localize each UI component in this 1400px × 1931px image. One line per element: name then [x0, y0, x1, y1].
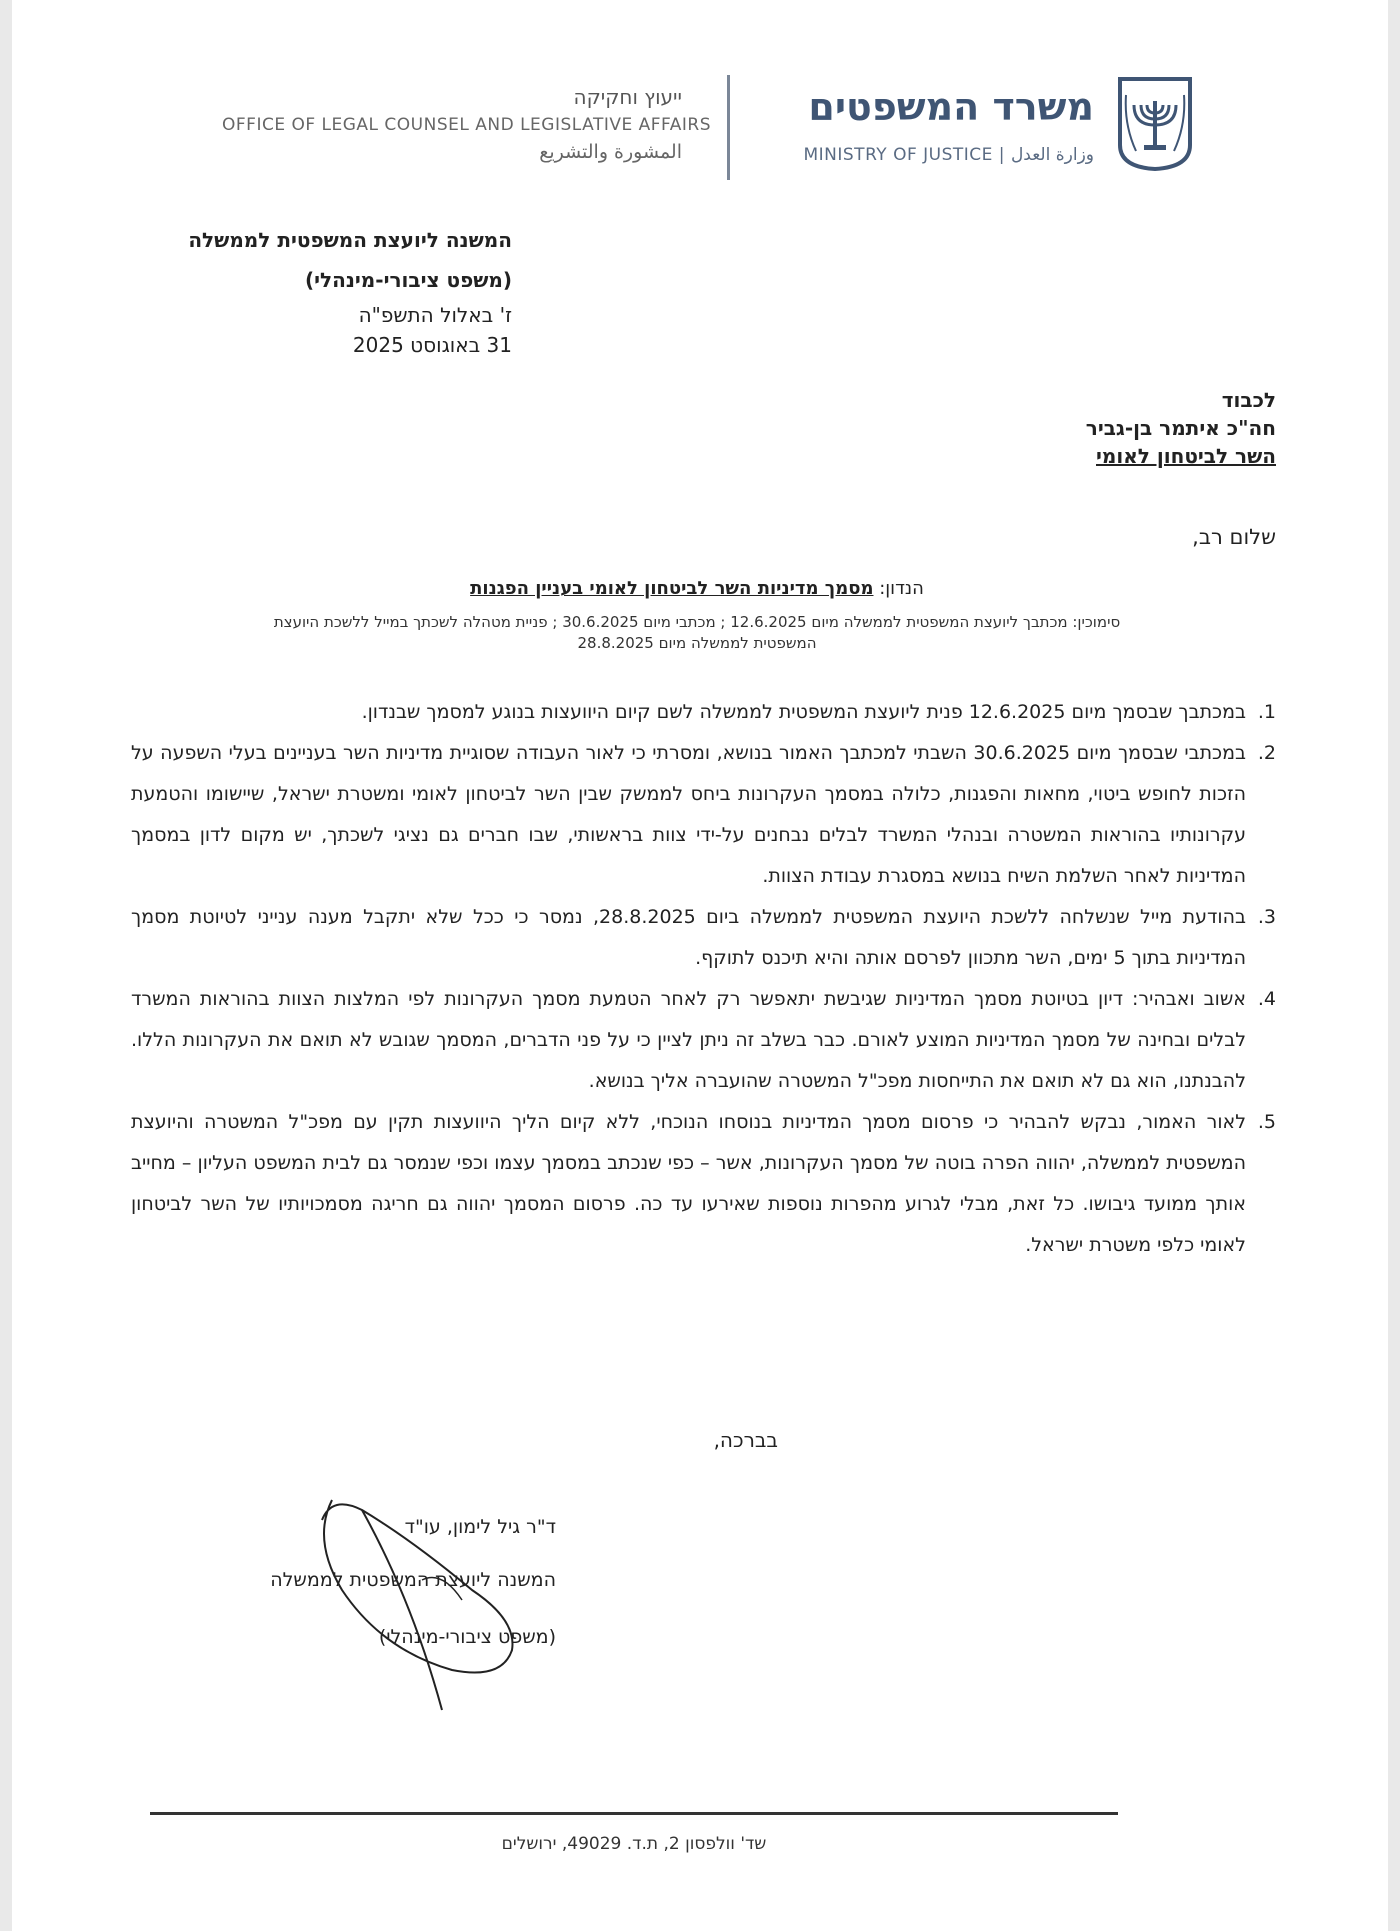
paragraph-text: במכתבי שבסמך מיום 30.6.2025 השבתי למכתבך האמור בנושא, ומסרתי כי לאור העבודה שסוגיית מדיניות השר בעניינים בעלי השפעה על הזכות לחופש ביטוי, מחאות והפגנות, כלולה במסמך העקרונות ביחס לממשק שבין השר לביטחון לאומי ומשטרת ישראל, שיישומו והטמעת עקרונותיו בהוראות המשטרה ובנהלי המשרד לבלים נבחנים על-ידי צוות בראשותי, שבו חברים גם נציגי לשכתך, יש מקום לדון במסמך המדיניות לאחר השלמת השיח בנושא במסגרת עבודת הצוות.	[131, 742, 1246, 887]
ministry-block	[752, 55, 1222, 195]
paragraph-text: לאור האמור, נבקש להבהיר כי פרסום מסמך המדיניות בנוסחו הנוכחי, ללא קיום הליך היוועצות תקין עם מפכ"ל המשטרה והיועצת המשפטית לממשלה, יהווה הפרה בוטה של מסמך העקרונות, אשר – כפי שנכתב במסמך עצמו וכפי שנמסר גם לבית המשפט העליון – מחייב אותך ממועד גיבושו. כל זאת, מבלי לגרוע מהפרות נוספות שאירעו עד כה. פרסום המסמך יהווה גם חריגה מסמכויותיו של השר לביטחון לאומי כלפי משטרת ישראל.	[131, 1111, 1246, 1256]
paragraph-item	[131, 979, 1276, 1102]
subject-label: הנדון:	[873, 578, 924, 599]
paragraph-number: 5.	[1257, 1111, 1276, 1133]
sender-block	[12, 220, 512, 300]
paragraph-item	[131, 1102, 1276, 1266]
references-line-1: סימוכין: מכתבך ליועצת המשפטית לממשלה מיום 12.6.2025 ; מכתבי מיום 30.6.2025 ; פניית מטהלה לשכתך במייל ללשכת היועצת	[273, 613, 1121, 631]
references	[132, 612, 1262, 654]
paragraph-text: בהודעת מייל שנשלחה ללשכת היועצת המשפטית לממשלה ביום 28.8.2025, נמסר כי ככל שלא יתקבל מענה ענייני לטיוטת מסמך המדיניות בתוך 5 ימים, השר מתכוון לפרסם אותה והיא תיכנס לתוקף.	[131, 906, 1246, 969]
paragraph-text: במכתבך שבסמך מיום 12.6.2025 פנית ליועצת המשפטית לממשלה לשם קיום היוועצות בנוגע למסמך שבנדון.	[361, 701, 1246, 723]
ministry-name-en-ar: MINISTRY OF JUSTICE | وزارة العدل	[803, 145, 1094, 165]
recipient-name: חה"כ איתמר בן-גביר	[1085, 416, 1276, 440]
greeting: שלום רב,	[1192, 525, 1276, 549]
paragraph-text: אשוב ואבהיר: דיון בטיוטת מסמך המדיניות שגיבשת יתאפשר רק לאחר הטמעת מסמך העקרונות לפי המלצות הצוות בהוראות המשרד לבלים ובחינה של מסמך המדיניות המוצע לאורם. כבר בשלב זה ניתן לציין כי על פני הדברים, המסמך שגובש לא תואם את העקרונות הללו. להבנתנו, הוא גם לא תואם את התייחסות מפכ"ל המשטרה שהועברה אליך בנושא.	[131, 988, 1246, 1092]
recipient-block	[776, 386, 1276, 470]
ministry-name-he: משרד המשפטים	[808, 85, 1094, 129]
paragraph-number: 2.	[1257, 742, 1276, 764]
letter-page	[12, 0, 1388, 1931]
references-line-2: המשפטית לממשלה מיום 28.8.2025	[577, 634, 817, 652]
recipient-honorific: לכבוד	[1221, 388, 1276, 412]
signatory-division: (משפט ציבורי-מינהלי)	[378, 1626, 556, 1648]
letter-body	[131, 692, 1276, 1266]
recipient-role: השר לביטחון לאומי	[1096, 444, 1276, 468]
signatory-title: המשנה ליועצת המשפטית לממשלה	[270, 1569, 556, 1591]
sender-title: המשנה ליועצת המשפטית לממשלה	[188, 228, 512, 252]
footer-rule	[150, 1812, 1118, 1815]
department-name-he: ייעוץ וחקיקה	[573, 85, 682, 109]
subject-line	[132, 577, 1262, 601]
closing: בברכה,	[713, 1428, 778, 1452]
state-emblem-icon	[1116, 75, 1194, 171]
department-name-en: OFFICE OF LEGAL COUNSEL AND LEGISLATIVE AFFAIRS	[222, 115, 711, 135]
letterhead	[222, 55, 1222, 195]
hebrew-date: ז' באלול התשפ"ה	[358, 303, 512, 327]
signatory-name: ד"ר גיל לימון, עו"ד	[404, 1516, 556, 1538]
date-block	[12, 300, 512, 360]
department-name-ar: المشورة والتشريع	[539, 141, 682, 163]
paragraph-number: 3.	[1257, 906, 1276, 928]
paragraph-number: 4.	[1257, 988, 1276, 1010]
letterhead-divider	[727, 75, 730, 180]
gregorian-date: 31 באוגוסט 2025	[352, 333, 512, 357]
paragraph-item	[131, 897, 1276, 979]
handwritten-signature	[302, 1480, 562, 1740]
department-block	[222, 85, 711, 195]
footer-address: שד' וולפסון 2, ת.ד. 49029, ירושלים	[501, 1834, 767, 1854]
paragraph-number: 1.	[1257, 701, 1276, 723]
sender-division: (משפט ציבורי-מינהלי)	[304, 268, 512, 292]
paragraph-item	[131, 692, 1276, 733]
subject-text: מסמך מדיניות השר לביטחון לאומי בעניין הפגנות	[470, 578, 874, 599]
paragraph-item	[131, 733, 1276, 897]
